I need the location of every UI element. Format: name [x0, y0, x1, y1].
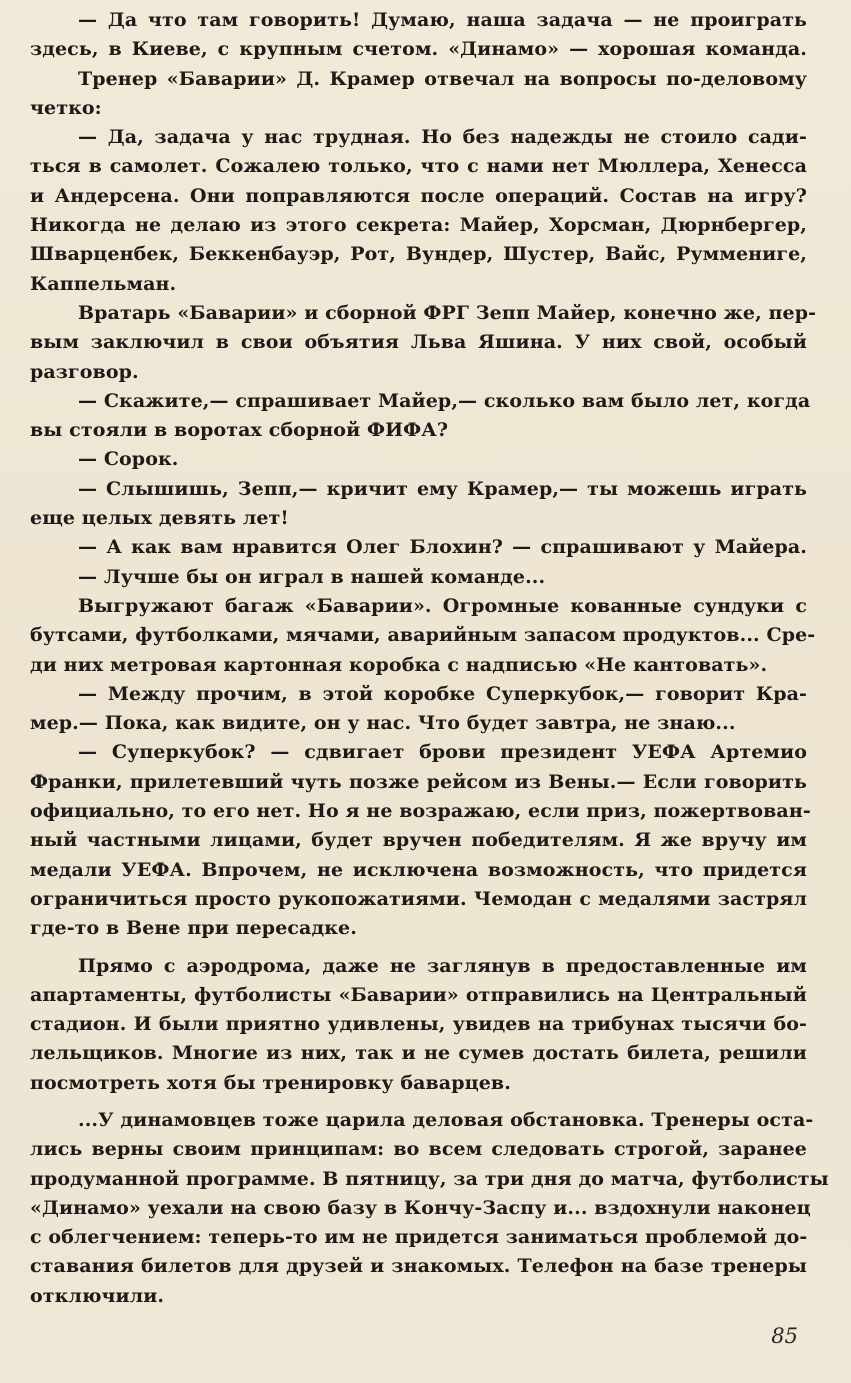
- text-line: четко:: [30, 96, 102, 119]
- text-line: разговор.: [30, 360, 139, 383]
- text-line: медали УЕФА. Впрочем, не исключена возможность, что придется: [30, 858, 807, 881]
- text-line: Тренер «Баварии» Д. Крамер отвечал на вопросы по-деловому: [78, 67, 807, 90]
- text-line: — Да что там говорить! Думаю, наша задача — не проиграть: [78, 9, 807, 31]
- text-line: ди них метровая картонная коробка с надписью «Не кантовать».: [30, 653, 768, 676]
- text-line: — Лучше бы он играл в нашей команде...: [78, 565, 546, 588]
- paragraph-gap: [30, 1098, 807, 1106]
- text-line: апартаменты, футболисты «Баварии» отправились на Центральный: [30, 983, 807, 1006]
- text-line: Выгружают багаж «Баварии». Огромные кованные сундуки с: [78, 594, 807, 617]
- text-line: вым заключил в свои объятия Льва Яшина. У них свой, особый: [30, 331, 807, 354]
- text-line: посмотреть хотя бы тренировку баварцев.: [30, 1071, 511, 1094]
- text-line: и Андерсена. Они поправляются после операций. Состав на игру?: [30, 184, 807, 207]
- text-line: — Слышишь, Зепп,— кричит ему Крамер,— ты можешь играть: [78, 477, 807, 500]
- paragraph-gap: [30, 944, 807, 952]
- text-line: Шварценбек, Беккенбауэр, Рот, Вундер, Шустер, Вайс, Руммениге,: [30, 243, 807, 266]
- text-line: ...У динамовцев тоже царила деловая обстановка. Тренеры оста-: [78, 1108, 814, 1131]
- text-line: с облегчением: теперь-то им не придется заниматься проблемой до-: [30, 1226, 808, 1249]
- text-line: Прямо с аэродрома, даже не заглянув в предоставленные им: [78, 954, 807, 977]
- text-line: отключили.: [30, 1284, 165, 1307]
- text-line: лись верны своим принципам: во всем следовать строгой, заранее: [30, 1138, 807, 1161]
- text-line: Каппельман.: [30, 272, 177, 295]
- text-line: Франки, прилетевший чуть позже рейсом из Вены.— Если говорить: [30, 770, 807, 793]
- text-line: вы стояли в воротах сборной ФИФА?: [30, 419, 449, 442]
- text-line: «Динамо» уехали на свою базу в Кончу-Заспу и... вздохнули наконец: [30, 1196, 811, 1219]
- text-line: официально, то его нет. Но я не возражаю, если приз, пожертвован-: [30, 800, 811, 823]
- text-line: ставания билетов для друзей и знакомых. Телефон на базе тренеры: [30, 1255, 807, 1278]
- text-line: Никогда не делаю из этого секрета: Майер, Хорсман, Дюрнбергер,: [30, 214, 807, 237]
- text-line: Вратарь «Баварии» и сборной ФРГ Зепп Майер, конечно же, пер-: [78, 301, 817, 324]
- text-line: — Да, задача у нас трудная. Но без надежды не стоило сади-: [78, 126, 807, 149]
- text-line: — А как вам нравится Олег Блохин? — спрашивают у Майера.: [78, 536, 807, 559]
- page-number: 85: [771, 1324, 798, 1348]
- text-line: где-то в Вене при пересадке.: [30, 917, 357, 940]
- text-line: — Скажите,— спрашивает Майер,— сколько вам было лет, когда: [78, 389, 811, 412]
- text-line: здесь, в Киеве, с крупным счетом. «Динамо» — хорошая команда.: [30, 38, 807, 61]
- text-line: — Между прочим, в этой коробке Суперкубок,— говорит Кра-: [78, 682, 807, 705]
- text-line: еще целых девять лет!: [30, 507, 289, 530]
- text-line: мер.— Пока, как видите, он у нас. Что будет завтра, не знаю...: [30, 712, 736, 735]
- text-line: ограничиться просто рукопожатиями. Чемодан с медалями застрял: [30, 887, 807, 910]
- text-line: ться в самолет. Сожалею только, что с нами нет Мюллера, Хенесса: [30, 155, 807, 178]
- text-line: стадион. И были приятно удивлены, увидев на трибунах тысячи бо-: [30, 1013, 807, 1036]
- body-text: [30, 6, 829, 1311]
- text-line: бутсами, футболками, мячами, аварийным запасом продуктов... Сре-: [30, 624, 816, 647]
- text-line: лельщиков. Многие из них, так и не сумев достать билета, решили: [30, 1042, 807, 1065]
- text-line: — Сорок.: [78, 448, 179, 471]
- text-line: продуманной программе. В пятницу, за три дня до матча, футболисты: [30, 1167, 829, 1190]
- text-line: ный частными лицами, будет вручен победителям. Я же вручу им: [30, 829, 807, 852]
- text-line: — Суперкубок? — сдвигает брови президент УЕФА Артемио: [78, 741, 807, 764]
